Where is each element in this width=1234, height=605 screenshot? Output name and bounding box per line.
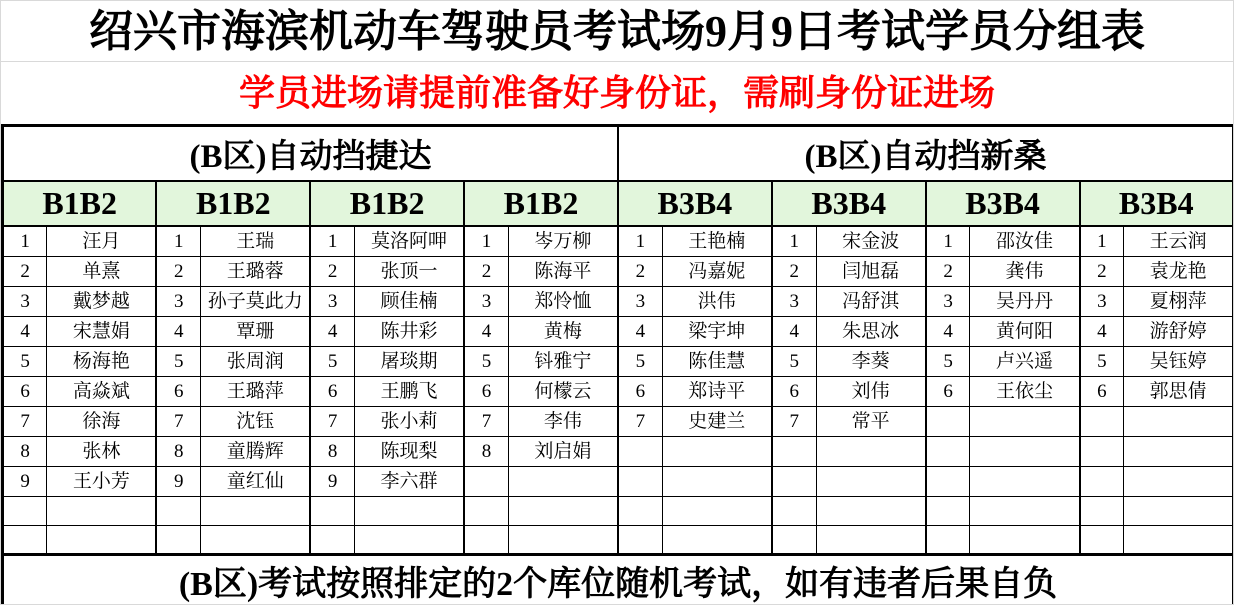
student-number-cell	[772, 525, 816, 554]
table-body	[3, 226, 1234, 555]
student-name-cell: 王艳楠	[662, 226, 772, 257]
student-row	[3, 525, 1234, 554]
student-number-cell: 2	[1080, 256, 1124, 286]
student-name-cell: 屠琰期	[355, 346, 465, 376]
student-name-cell	[970, 496, 1080, 525]
student-number-cell	[926, 406, 970, 436]
student-name-cell	[508, 525, 618, 554]
student-row	[3, 226, 1234, 257]
student-number-cell: 6	[310, 376, 354, 406]
student-name-cell: 张顶一	[355, 256, 465, 286]
student-row	[3, 256, 1234, 286]
student-name-cell	[816, 466, 926, 496]
student-number-cell	[926, 496, 970, 525]
id-card-notice: 学员进场请提前准备好身份证，需刷身份证进场	[238, 73, 995, 113]
student-number-cell	[618, 436, 662, 466]
student-row	[3, 466, 1234, 496]
student-number-cell	[464, 496, 508, 525]
student-name-cell: 郑诗平	[662, 376, 772, 406]
student-number-cell: 4	[310, 316, 354, 346]
student-number-cell: 7	[772, 406, 816, 436]
student-name-cell: 王小芳	[47, 466, 157, 496]
student-number-cell	[1080, 496, 1124, 525]
group-header-b3b4-4: B3B4	[1080, 181, 1234, 226]
student-number-cell	[310, 525, 354, 554]
student-name-cell	[816, 496, 926, 525]
student-number-cell: 4	[3, 316, 47, 346]
student-number-cell	[3, 496, 47, 525]
student-name-cell: 李葵	[816, 346, 926, 376]
student-row	[3, 346, 1234, 376]
student-number-cell	[464, 466, 508, 496]
student-name-cell	[816, 525, 926, 554]
student-name-cell: 史建兰	[662, 406, 772, 436]
student-name-cell	[1124, 496, 1234, 525]
student-number-cell: 8	[310, 436, 354, 466]
student-number-cell: 4	[1080, 316, 1124, 346]
student-number-cell: 7	[310, 406, 354, 436]
student-number-cell: 5	[310, 346, 354, 376]
student-name-cell: 朱思冰	[816, 316, 926, 346]
student-number-cell: 1	[1080, 226, 1124, 257]
student-number-cell: 4	[464, 316, 508, 346]
student-name-cell: 戴梦越	[47, 286, 157, 316]
student-number-cell	[926, 466, 970, 496]
student-name-cell: 宋慧娟	[47, 316, 157, 346]
student-name-cell	[201, 525, 311, 554]
student-number-cell: 9	[310, 466, 354, 496]
student-name-cell	[1124, 436, 1234, 466]
student-name-cell: 梁宇坤	[662, 316, 772, 346]
student-name-cell: 陈佳慧	[662, 346, 772, 376]
student-name-cell: 袁龙艳	[1124, 256, 1234, 286]
student-number-cell: 1	[772, 226, 816, 257]
student-name-cell: 王依尘	[970, 376, 1080, 406]
student-name-cell: 孙子莫此力	[201, 286, 311, 316]
student-name-cell: 单熹	[47, 256, 157, 286]
student-number-cell	[926, 436, 970, 466]
student-number-cell	[618, 466, 662, 496]
student-name-cell	[662, 496, 772, 525]
student-name-cell: 洪伟	[662, 286, 772, 316]
student-number-cell: 9	[156, 466, 200, 496]
student-name-cell: 汪月	[47, 226, 157, 257]
student-number-cell: 2	[772, 256, 816, 286]
student-number-cell	[1080, 525, 1124, 554]
student-name-cell	[47, 496, 157, 525]
student-name-cell: 游舒婷	[1124, 316, 1234, 346]
student-number-cell	[3, 525, 47, 554]
student-row	[3, 406, 1234, 436]
student-name-cell: 刘启娟	[508, 436, 618, 466]
student-number-cell	[618, 496, 662, 525]
student-name-cell: 沈钰	[201, 406, 311, 436]
student-name-cell: 常平	[816, 406, 926, 436]
group-header-b3b4-1: B3B4	[618, 181, 772, 226]
student-number-cell: 1	[310, 226, 354, 257]
student-number-cell: 6	[618, 376, 662, 406]
student-name-cell	[508, 496, 618, 525]
student-name-cell: 郑怜恤	[508, 286, 618, 316]
student-name-cell: 刘伟	[816, 376, 926, 406]
student-name-cell: 岑万柳	[508, 226, 618, 257]
student-number-cell: 9	[3, 466, 47, 496]
student-number-cell: 3	[1080, 286, 1124, 316]
student-number-cell	[1080, 466, 1124, 496]
section-title-santana: (B区)自动挡新桑	[618, 126, 1234, 181]
student-number-cell	[1080, 406, 1124, 436]
group-header-b1b2-3: B1B2	[310, 181, 464, 226]
student-name-cell	[47, 525, 157, 554]
student-name-cell: 童红仙	[201, 466, 311, 496]
student-name-cell: 王瑞	[201, 226, 311, 257]
footer-note-row	[3, 554, 1234, 605]
student-number-cell: 5	[926, 346, 970, 376]
student-number-cell: 3	[156, 286, 200, 316]
student-name-cell	[1124, 525, 1234, 554]
student-name-cell: 李伟	[508, 406, 618, 436]
group-header-row	[3, 181, 1234, 226]
student-number-cell	[156, 525, 200, 554]
student-number-cell: 2	[464, 256, 508, 286]
student-number-cell	[618, 525, 662, 554]
student-number-cell: 4	[156, 316, 200, 346]
student-name-cell	[970, 466, 1080, 496]
student-number-cell: 3	[926, 286, 970, 316]
student-name-cell	[1124, 466, 1234, 496]
student-row	[3, 436, 1234, 466]
student-number-cell	[1080, 436, 1124, 466]
student-name-cell: 王云润	[1124, 226, 1234, 257]
student-number-cell	[772, 466, 816, 496]
student-name-cell: 杨海艳	[47, 346, 157, 376]
student-number-cell	[156, 496, 200, 525]
student-number-cell: 5	[772, 346, 816, 376]
group-header-b3b4-2: B3B4	[772, 181, 926, 226]
student-number-cell: 5	[3, 346, 47, 376]
student-number-cell: 3	[310, 286, 354, 316]
student-name-cell: 吴丹丹	[970, 286, 1080, 316]
student-row	[3, 376, 1234, 406]
student-number-cell: 5	[464, 346, 508, 376]
student-number-cell: 4	[926, 316, 970, 346]
group-header-b1b2-4: B1B2	[464, 181, 618, 226]
student-name-cell: 夏栩萍	[1124, 286, 1234, 316]
student-row	[3, 496, 1234, 525]
student-number-cell: 7	[618, 406, 662, 436]
student-name-cell: 黄何阳	[970, 316, 1080, 346]
student-number-cell: 1	[464, 226, 508, 257]
student-number-cell: 1	[3, 226, 47, 257]
student-name-cell	[662, 436, 772, 466]
student-number-cell: 6	[3, 376, 47, 406]
student-name-cell	[201, 496, 311, 525]
student-name-cell	[662, 466, 772, 496]
student-name-cell: 顾佳楠	[355, 286, 465, 316]
student-number-cell: 2	[618, 256, 662, 286]
student-name-cell	[970, 525, 1080, 554]
student-name-cell: 宋金波	[816, 226, 926, 257]
group-header-b1b2-2: B1B2	[156, 181, 310, 226]
student-name-cell: 卢兴遥	[970, 346, 1080, 376]
student-name-cell: 高焱斌	[47, 376, 157, 406]
student-number-cell: 2	[3, 256, 47, 286]
section-title-jetta: (B区)自动挡捷达	[3, 126, 618, 181]
student-name-cell	[355, 496, 465, 525]
student-name-cell: 覃珊	[201, 316, 311, 346]
student-row	[3, 286, 1234, 316]
student-name-cell: 钭雅宁	[508, 346, 618, 376]
student-number-cell: 6	[156, 376, 200, 406]
student-name-cell	[970, 406, 1080, 436]
student-number-cell: 7	[3, 406, 47, 436]
student-number-cell: 6	[464, 376, 508, 406]
student-number-cell	[926, 525, 970, 554]
student-number-cell: 6	[926, 376, 970, 406]
student-number-cell: 4	[618, 316, 662, 346]
student-name-cell: 冯舒淇	[816, 286, 926, 316]
student-name-cell: 童腾辉	[201, 436, 311, 466]
group-header-b3b4-3: B3B4	[926, 181, 1080, 226]
group-header-b1b2-1: B1B2	[3, 181, 157, 226]
student-number-cell: 6	[1080, 376, 1124, 406]
student-name-cell: 陈现梨	[355, 436, 465, 466]
student-number-cell: 7	[156, 406, 200, 436]
student-number-cell: 2	[926, 256, 970, 286]
student-name-cell: 王璐蓉	[201, 256, 311, 286]
student-name-cell	[1124, 406, 1234, 436]
student-name-cell: 黄梅	[508, 316, 618, 346]
student-name-cell: 邵汝佳	[970, 226, 1080, 257]
student-name-cell: 陈井彩	[355, 316, 465, 346]
student-number-cell: 3	[618, 286, 662, 316]
student-name-cell	[970, 436, 1080, 466]
student-number-cell	[310, 496, 354, 525]
student-number-cell: 7	[464, 406, 508, 436]
student-number-cell: 3	[3, 286, 47, 316]
student-number-cell: 5	[618, 346, 662, 376]
student-number-cell: 1	[156, 226, 200, 257]
student-number-cell: 1	[618, 226, 662, 257]
student-name-cell: 王璐萍	[201, 376, 311, 406]
student-number-cell	[772, 496, 816, 525]
student-number-cell	[464, 525, 508, 554]
student-name-cell: 冯嘉妮	[662, 256, 772, 286]
student-number-cell: 3	[464, 286, 508, 316]
student-name-cell: 王鹏飞	[355, 376, 465, 406]
student-number-cell: 5	[1080, 346, 1124, 376]
student-number-cell: 5	[156, 346, 200, 376]
student-name-cell: 徐海	[47, 406, 157, 436]
student-name-cell: 郭思倩	[1124, 376, 1234, 406]
student-number-cell: 8	[156, 436, 200, 466]
page-title: 绍兴市海滨机动车驾驶员考试场9月9日考试学员分组表	[1, 1, 1233, 62]
student-name-cell: 闫旭磊	[816, 256, 926, 286]
student-row	[3, 316, 1234, 346]
student-number-cell	[772, 436, 816, 466]
student-number-cell: 3	[772, 286, 816, 316]
student-name-cell: 张小莉	[355, 406, 465, 436]
student-name-cell	[355, 525, 465, 554]
student-name-cell: 张周润	[201, 346, 311, 376]
student-name-cell	[508, 466, 618, 496]
student-number-cell: 8	[3, 436, 47, 466]
student-number-cell: 8	[464, 436, 508, 466]
footer-note: (B区)考试按照排定的2个库位随机考试，如有违者后果自负	[3, 554, 1234, 605]
student-name-cell: 李六群	[355, 466, 465, 496]
student-number-cell: 2	[310, 256, 354, 286]
student-number-cell: 6	[772, 376, 816, 406]
grouping-table	[1, 124, 1234, 605]
student-name-cell: 龚伟	[970, 256, 1080, 286]
student-name-cell: 莫洛阿呷	[355, 226, 465, 257]
student-number-cell: 2	[156, 256, 200, 286]
student-name-cell: 吴钰婷	[1124, 346, 1234, 376]
student-number-cell: 1	[926, 226, 970, 257]
student-name-cell	[662, 525, 772, 554]
student-name-cell	[816, 436, 926, 466]
student-name-cell: 何檬云	[508, 376, 618, 406]
student-name-cell: 陈海平	[508, 256, 618, 286]
section-header-row	[3, 126, 1234, 181]
student-number-cell: 4	[772, 316, 816, 346]
student-name-cell: 张林	[47, 436, 157, 466]
